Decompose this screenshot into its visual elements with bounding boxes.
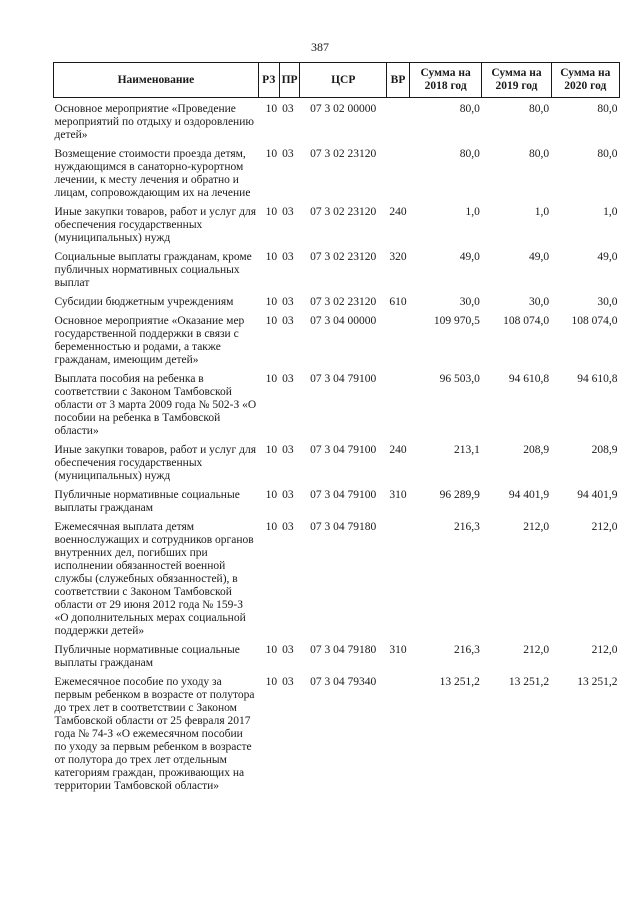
row-vr: 610 <box>389 296 407 308</box>
row-sum-2019: 80,0 <box>529 148 550 160</box>
row-name: Иные закупки товаров, работ и услуг для обеспечения государственных (муниципальных) нужд <box>54 444 256 482</box>
row-name: Основное мероприятие «Проведение мероприятий по отдыху и оздоровлению детей» <box>54 103 254 141</box>
row-vr <box>387 373 410 444</box>
table-row <box>54 98 620 149</box>
row-sum-2018: 109 970,5 <box>433 315 480 327</box>
row-csr: 07 3 04 00000 <box>310 315 377 327</box>
table-row <box>54 489 620 521</box>
row-sum-2019: 212,0 <box>523 521 550 533</box>
table-row <box>54 373 620 444</box>
row-name: Иные закупки товаров, работ и услуг для обеспечения государственных (муниципальных) нужд <box>54 206 256 244</box>
row-rz: 10 <box>265 148 278 160</box>
table-row <box>54 676 620 799</box>
row-name: Публичные нормативные социальные выплаты гражданам <box>54 489 240 514</box>
row-sum-2019: 108 074,0 <box>503 315 550 327</box>
row-sum-2018: 49,0 <box>459 251 480 263</box>
row-pr: 03 <box>282 103 294 115</box>
row-rz: 10 <box>265 676 278 688</box>
row-csr: 07 3 04 79100 <box>310 489 377 501</box>
table-row <box>54 148 620 206</box>
table-row <box>54 444 620 489</box>
row-sum-2020: 208,9 <box>591 444 618 456</box>
row-sum-2018: 13 251,2 <box>439 676 480 688</box>
header-sum-2020: Сумма на 2020 год <box>551 63 619 98</box>
row-csr: 07 3 04 79100 <box>310 444 377 456</box>
row-sum-2020: 80,0 <box>597 103 618 115</box>
row-sum-2020: 30,0 <box>597 296 618 308</box>
row-csr: 07 3 02 23120 <box>310 296 377 308</box>
row-csr: 07 3 04 79180 <box>310 521 377 533</box>
row-pr: 03 <box>282 315 294 327</box>
row-name: Возмещение стоимости проезда детям, нуждающимся в санаторно-курортном лечении, к месту лечения и обратно и лицам, сопровождающим их на лечение <box>54 148 251 199</box>
row-sum-2020: 49,0 <box>597 251 618 263</box>
row-csr: 07 3 04 79100 <box>310 373 377 385</box>
row-sum-2018: 80,0 <box>459 148 480 160</box>
row-sum-2018: 213,1 <box>453 444 480 456</box>
row-name: Ежемесячное пособие по уходу за первым ребенком в возрасте от полутора до трех лет в соответствии с Законом Тамбовской области от 25 февраля 2017 года № 74-З «О ежемесячном пособии по уходу за первым ребенком в возрасте от полутора до трех лет отдельным категориям граждан, проживающих на территории Тамбовской области» <box>54 676 255 792</box>
row-vr <box>387 148 410 206</box>
row-sum-2020: 1,0 <box>603 206 618 218</box>
row-sum-2018: 216,3 <box>453 644 480 656</box>
row-sum-2019: 1,0 <box>534 206 550 218</box>
header-vr: ВР <box>387 63 410 98</box>
row-sum-2018: 80,0 <box>459 103 480 115</box>
row-rz: 10 <box>265 373 278 385</box>
row-sum-2019: 49,0 <box>529 251 550 263</box>
row-sum-2020: 108 074,0 <box>571 315 618 327</box>
row-rz: 10 <box>265 103 278 115</box>
row-sum-2018: 96 503,0 <box>439 373 480 385</box>
row-vr: 310 <box>389 644 407 656</box>
row-vr: 310 <box>389 489 407 501</box>
row-pr: 03 <box>282 676 294 688</box>
budget-table <box>53 62 620 799</box>
table-row <box>54 521 620 644</box>
row-vr <box>387 315 410 373</box>
header-sum-2019: Сумма на 2019 год <box>482 63 551 98</box>
row-name: Субсидии бюджетным учреждениям <box>54 296 234 308</box>
row-rz: 10 <box>265 444 278 456</box>
page-number: 387 <box>311 40 329 54</box>
row-rz: 10 <box>265 251 278 263</box>
row-sum-2019: 94 610,8 <box>508 373 550 385</box>
table-header-row <box>54 63 620 98</box>
row-sum-2019: 80,0 <box>529 103 550 115</box>
row-rz: 10 <box>265 296 278 308</box>
table-row <box>54 251 620 296</box>
row-csr: 07 3 02 23120 <box>310 148 377 160</box>
header-rz: РЗ <box>258 63 279 98</box>
row-pr: 03 <box>282 251 294 263</box>
row-sum-2019: 94 401,9 <box>508 489 550 501</box>
row-pr: 03 <box>282 489 294 501</box>
row-sum-2018: 96 289,9 <box>439 489 480 501</box>
row-pr: 03 <box>282 444 294 456</box>
row-csr: 07 3 02 23120 <box>310 206 377 218</box>
row-pr: 03 <box>282 521 294 533</box>
row-sum-2018: 216,3 <box>453 521 480 533</box>
row-sum-2020: 212,0 <box>591 521 618 533</box>
row-csr: 07 3 02 00000 <box>310 103 377 115</box>
header-sum-2018: Сумма на 2018 год <box>409 63 481 98</box>
row-rz: 10 <box>265 206 278 218</box>
row-vr: 240 <box>389 206 407 218</box>
row-csr: 07 3 02 23120 <box>310 251 377 263</box>
row-sum-2020: 13 251,2 <box>577 676 618 688</box>
row-sum-2020: 80,0 <box>597 148 618 160</box>
table-row <box>54 206 620 251</box>
row-vr <box>387 98 410 149</box>
row-name: Ежемесячная выплата детям военнослужащих и сотрудников органов внутренних дел, погибших при исполнении обязанностей военной службы (служебных обязанностей), в соответствии с Законом Тамбовской области от 29 июня 2012 года № 159-З «О дополнительных мерах социальной поддержки детей» <box>54 521 254 637</box>
row-rz: 10 <box>265 644 278 656</box>
row-sum-2019: 208,9 <box>523 444 550 456</box>
row-sum-2019: 212,0 <box>523 644 550 656</box>
row-name: Выплата пособия на ребенка в соответствии с Законом Тамбовской области от 3 марта 2009 года № 502-З «О пособии на ребенка в Тамбовской области» <box>54 373 257 437</box>
table-row <box>54 296 620 315</box>
header-csr: ЦСР <box>300 63 387 98</box>
row-csr: 07 3 04 79340 <box>310 676 377 688</box>
row-pr: 03 <box>282 148 294 160</box>
row-rz: 10 <box>265 489 278 501</box>
row-csr: 07 3 04 79180 <box>310 644 377 656</box>
header-name: Наименование <box>54 63 259 98</box>
row-sum-2020: 212,0 <box>591 644 618 656</box>
row-pr: 03 <box>282 206 294 218</box>
row-pr: 03 <box>282 373 294 385</box>
row-sum-2019: 30,0 <box>529 296 550 308</box>
row-vr <box>387 676 410 799</box>
header-pr: ПР <box>279 63 300 98</box>
row-sum-2019: 13 251,2 <box>508 676 550 688</box>
row-sum-2018: 1,0 <box>465 206 480 218</box>
table-row <box>54 315 620 373</box>
row-sum-2020: 94 401,9 <box>577 489 618 501</box>
row-pr: 03 <box>282 644 294 656</box>
row-rz: 10 <box>265 521 278 533</box>
row-vr <box>387 521 410 644</box>
row-name: Основное мероприятие «Оказание мер государственной поддержки в связи с беременностью и родами, а также гражданам, имеющим детей» <box>54 315 245 366</box>
row-name: Публичные нормативные социальные выплаты гражданам <box>54 644 240 669</box>
row-vr: 320 <box>389 251 407 263</box>
row-sum-2020: 94 610,8 <box>577 373 618 385</box>
row-sum-2018: 30,0 <box>459 296 480 308</box>
row-vr: 240 <box>389 444 407 456</box>
row-name: Социальные выплаты гражданам, кроме публичных нормативных социальных выплат <box>54 251 252 289</box>
row-pr: 03 <box>282 296 294 308</box>
row-rz: 10 <box>265 315 278 327</box>
table-row <box>54 644 620 676</box>
